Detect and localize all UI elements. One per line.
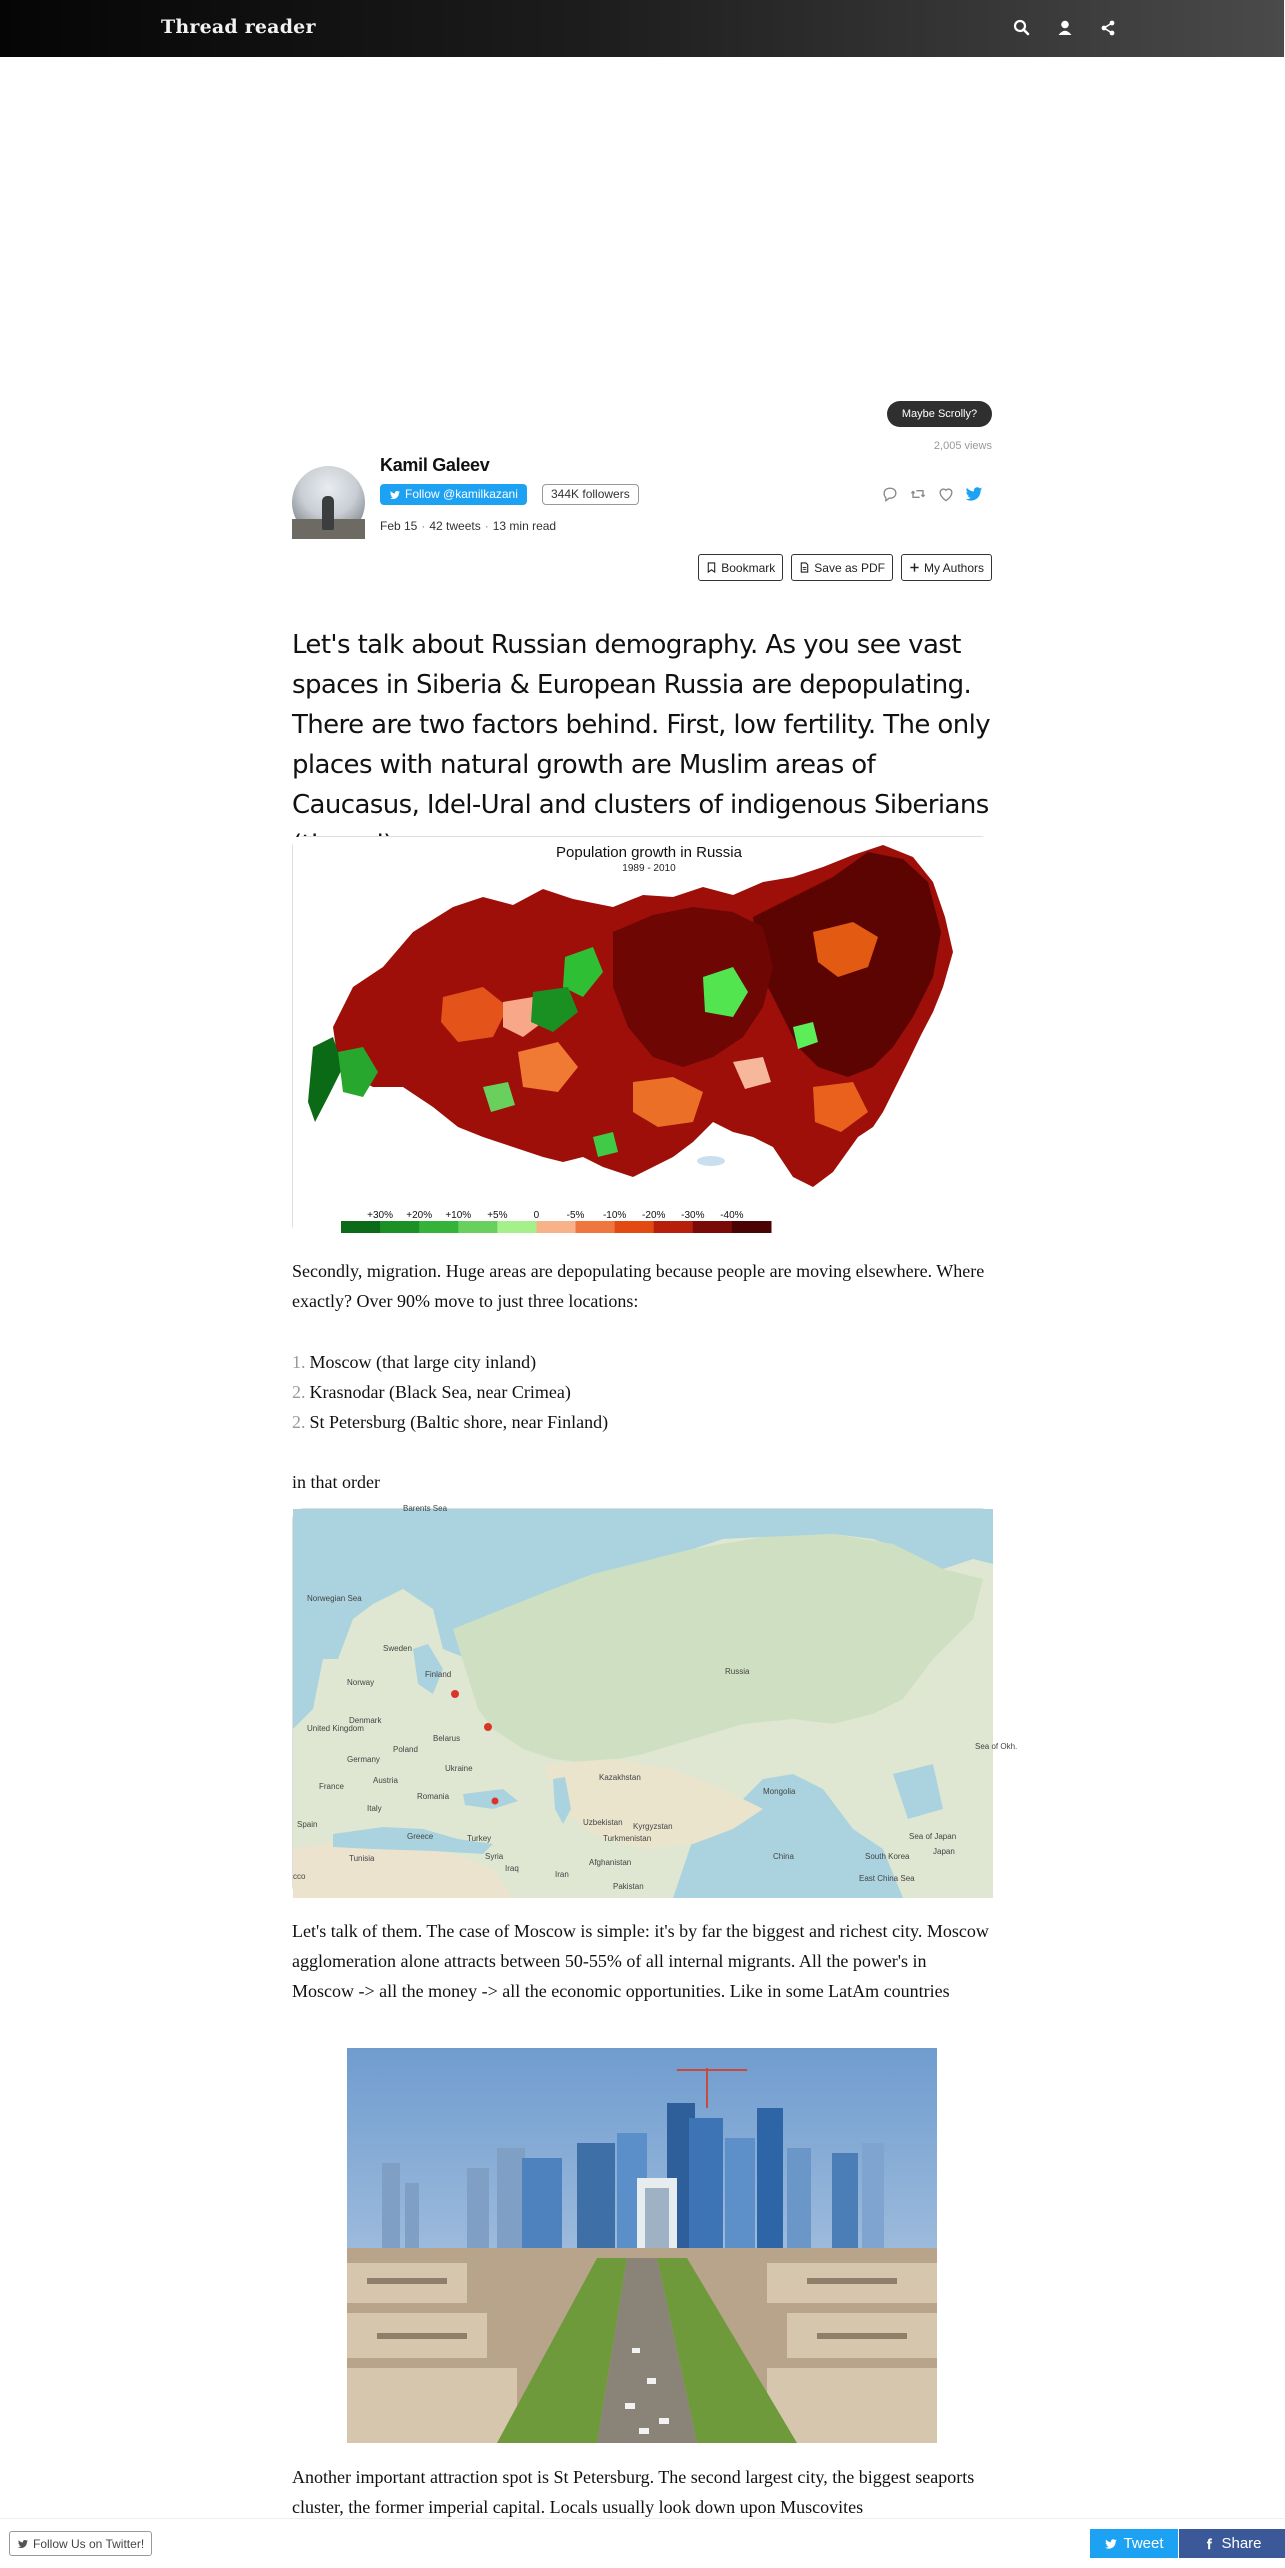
legend-label: -10% (602, 1210, 627, 1221)
population-growth-map[interactable] (292, 836, 992, 1236)
legend-swatch (380, 1221, 420, 1233)
read-time: 13 min read (492, 519, 557, 533)
label-barents: Barents Sea (403, 1504, 448, 1513)
thread-meta: Feb 15 · 42 tweets · 13 min read (380, 519, 557, 533)
label-uk: United Kingdom (307, 1724, 364, 1733)
legend-swatch (576, 1221, 616, 1233)
legend-label: 0 (533, 1210, 540, 1221)
followers-count: 344K followers (542, 484, 639, 505)
legend-swatch (458, 1221, 498, 1233)
label-russia: Russia (725, 1667, 750, 1676)
follow-us-button[interactable] (9, 2531, 152, 2556)
save-pdf-button[interactable] (791, 554, 893, 581)
list-item (292, 1377, 571, 1407)
list-number: 2. (292, 1382, 306, 1402)
tweet-in-that-order: in that order (292, 1472, 380, 1492)
search-icon[interactable] (1012, 18, 1032, 38)
label-turkey: Turkey (467, 1834, 492, 1843)
thread-actions (698, 554, 992, 581)
facebook-share-label: Share (1221, 2535, 1262, 2552)
label-greece: Greece (407, 1832, 434, 1841)
bookmark-label: Bookmark (721, 560, 776, 575)
view-count: 2,005 views (933, 440, 992, 452)
brand-name-thread: Thread (161, 16, 238, 38)
share-icon[interactable] (1098, 18, 1118, 38)
tweet-migration: Secondly, migration. Huge areas are depopulating because people are moving elsewhere. Where exactly? Over 90% move to just three locations: (292, 1261, 985, 1311)
twitter-bird-icon (389, 489, 401, 501)
moscow-marker[interactable] (484, 1723, 492, 1731)
label-france: France (319, 1782, 344, 1791)
tweet-share-button[interactable] (1090, 2529, 1178, 2558)
save-pdf-label: Save as PDF (814, 560, 885, 575)
label-sweden: Sweden (383, 1644, 412, 1653)
label-tunisia: Tunisia (349, 1854, 375, 1863)
label-spain: Spain (297, 1820, 318, 1829)
label-sea-of-okhotsk: Sea of Okh. (975, 1742, 1018, 1751)
author-name[interactable]: Kamil Galeev (380, 455, 490, 475)
legend-label: -40% (720, 1210, 744, 1221)
list-text: Moscow (that large city inland) (309, 1352, 537, 1372)
tweet-share-label: Tweet (1123, 2535, 1164, 2552)
eurasia-map-graphic (293, 1504, 1018, 1898)
tweet-actions (880, 484, 984, 504)
map1-subtitle: 1989 - 2010 (622, 863, 676, 874)
label-south-korea: South Korea (865, 1852, 910, 1861)
bookmark-icon (706, 562, 717, 573)
krasnodar-marker[interactable] (492, 1798, 499, 1805)
legend-swatch (497, 1221, 537, 1233)
map1-title: Population growth in Russia (556, 844, 742, 861)
label-japan: Japan (933, 1847, 955, 1856)
label-finland: Finland (425, 1670, 452, 1679)
legend-label: +20% (406, 1210, 433, 1221)
label-iran: Iran (555, 1870, 569, 1879)
legend-label: +30% (367, 1210, 394, 1221)
list-text: St Petersburg (Baltic shore, near Finland) (309, 1412, 609, 1432)
legend-swatch (341, 1221, 381, 1233)
label-east-china-sea: East China Sea (859, 1874, 915, 1883)
legend-label: -5% (566, 1210, 585, 1221)
tweet-moscow: Let's talk of them. The case of Moscow is simple: it's by far the biggest and richest city. Moscow agglomeration alone attracts between 50-55% of all internal migrants. All the power's in Moscow -> all the money -> all the economic opportunities. Like in some LatAm countries (292, 1921, 989, 2001)
label-uzbekistan: Uzbekistan (583, 1818, 623, 1827)
city-skyline-photo[interactable] (347, 2048, 937, 2443)
list-item (292, 1407, 608, 1437)
skyline-graphic (347, 2048, 937, 2443)
label-turkmenistan: Turkmenistan (603, 1834, 652, 1843)
tweet-st-petersburg: Another important attraction spot is St Petersburg. The second largest city, the biggest seaports cluster, the former imperial capital. Locals usually look down upon Muscovites (292, 2467, 975, 2517)
user-icon[interactable] (1055, 18, 1075, 38)
legend-label: -30% (681, 1210, 705, 1221)
legend-swatch (419, 1221, 459, 1233)
legend-swatch (536, 1221, 576, 1233)
brand-name-reader: reader (244, 16, 316, 38)
follow-button-label: Follow @kamilkazani (405, 487, 518, 501)
legend-swatch (615, 1221, 655, 1233)
top-navbar (0, 0, 1284, 57)
pdf-icon (799, 562, 810, 573)
label-norwegian-sea: Norwegian Sea (307, 1594, 362, 1603)
legend-swatch (693, 1221, 733, 1233)
label-romania: Romania (417, 1792, 450, 1801)
legend-label: +5% (487, 1210, 508, 1221)
label-denmark: Denmark (349, 1716, 382, 1725)
twitter-icon[interactable] (964, 484, 984, 504)
follow-us-label: Follow Us on Twitter! (33, 2536, 145, 2551)
label-kazakhstan: Kazakhstan (599, 1773, 641, 1782)
label-germany: Germany (347, 1755, 380, 1764)
legend-swatch (732, 1221, 772, 1233)
twitter-bird-icon (1104, 2537, 1118, 2551)
thread-date: Feb 15 (380, 519, 418, 533)
like-icon[interactable] (936, 484, 956, 504)
label-ukraine: Ukraine (445, 1764, 473, 1773)
label-pakistan: Pakistan (613, 1882, 644, 1891)
facebook-share-button[interactable] (1179, 2529, 1285, 2558)
tweet-count: 42 tweets (429, 519, 481, 533)
label-mongolia: Mongolia (763, 1787, 796, 1796)
label-belarus: Belarus (433, 1734, 461, 1743)
label-poland: Poland (393, 1745, 418, 1754)
brand-logo[interactable] (161, 16, 316, 38)
my-authors-label: My Authors (923, 560, 984, 575)
eurasia-map[interactable] (292, 1504, 1018, 1897)
plus-icon (909, 562, 920, 573)
label-morocco: cco (293, 1872, 306, 1881)
maybe-scrolly-button[interactable]: Maybe Scrolly? (887, 401, 992, 427)
legend-label: -20% (642, 1210, 666, 1221)
my-authors-button[interactable] (901, 554, 992, 581)
label-kyrgyzstan: Kyrgyzstan (633, 1822, 673, 1831)
population-map-graphic (293, 837, 993, 1237)
thread-lead-tweet: Let's talk about Russian demography. As you see vast spaces in Siberia & European Russia are depopulating. There are two factors behind. First, low fertility. The only places with natural growth are Muslim areas of Caucasus, Idel-Ural and clusters of indigenous Siberians (292, 630, 991, 820)
label-sea-of-japan: Sea of Japan (909, 1832, 957, 1841)
avatar[interactable] (292, 466, 365, 539)
legend-swatch (654, 1221, 694, 1233)
list-number: 2. (292, 1412, 306, 1432)
list-item (292, 1347, 536, 1377)
st-petersburg-marker[interactable] (451, 1690, 459, 1698)
retweet-icon[interactable] (908, 484, 928, 504)
label-norway: Norway (347, 1678, 375, 1687)
bookmark-button[interactable] (698, 554, 783, 581)
list-number: 1. (292, 1352, 306, 1372)
avatar-figure (322, 496, 334, 530)
label-iraq: Iraq (505, 1864, 519, 1873)
lake-baikal (697, 1156, 725, 1166)
legend-label: +10% (445, 1210, 472, 1221)
twitter-bird-icon (17, 2538, 29, 2550)
label-austria: Austria (373, 1776, 398, 1785)
label-syria: Syria (485, 1852, 504, 1861)
reply-icon[interactable] (880, 484, 900, 504)
facebook-icon (1202, 2537, 1216, 2551)
arch-opening (645, 2188, 669, 2258)
label-italy: Italy (367, 1804, 382, 1813)
label-china: China (773, 1852, 794, 1861)
list-text: Krasnodar (Black Sea, near Crimea) (309, 1382, 571, 1402)
label-afghanistan: Afghanistan (589, 1858, 632, 1867)
follow-button[interactable] (380, 484, 527, 505)
